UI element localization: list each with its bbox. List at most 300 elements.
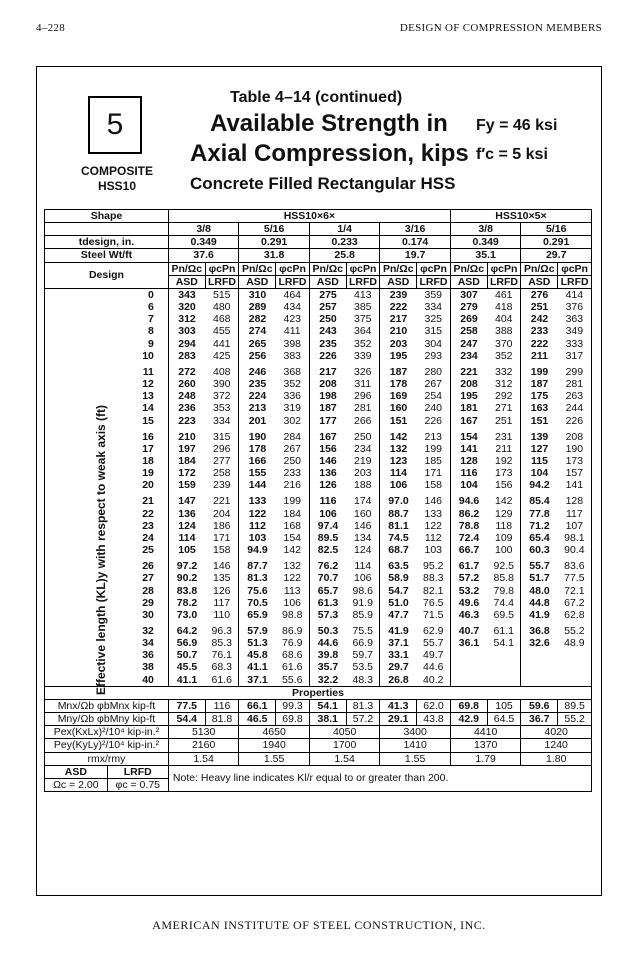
weight-label: Steel Wt/ft [45,249,169,262]
value-cell: 61.6 [211,673,232,686]
weight-cell: 19.7 [380,249,451,262]
value-cell: 76.5 [423,596,444,609]
property-cell: 1410 [380,739,451,752]
value-cell: 158 [213,544,231,557]
axis-cell [45,313,108,325]
value-cell: 104 [450,479,487,491]
value-cell: 151 [521,415,558,427]
composite-hss-label: HSS10 [97,179,137,193]
property-cell: 81.3 [346,699,380,712]
value-cell: 129 [495,507,513,520]
fc-value: f′c = 5 ksi [476,146,548,163]
property-label: Mnx/Ωb φbMnx kip-ft [45,699,169,712]
value-cell: 112 [239,520,276,532]
value-cell: 142 [380,427,417,443]
weight-cell: 37.6 [168,249,239,262]
method-cell: LRFD [487,275,521,288]
property-cell: 4410 [450,726,521,739]
value-cell: 29.7 [380,661,417,673]
value-cell: 219 [354,454,372,467]
col-head: Pn/Ωc [380,262,417,275]
value-cell: 233 [521,325,558,337]
property-cell: 3400 [380,726,451,739]
value-cell: 57.9 [239,621,276,637]
axis-cell [45,350,108,362]
value-cell: 107 [558,520,592,532]
value-cell: 468 [213,313,231,326]
value-cell: 187 [521,378,558,390]
table-row [45,390,592,402]
table-row [45,415,592,427]
value-cell: 296 [213,442,231,455]
property-cell: 1.55 [380,752,451,765]
thickness-cell: 3/8 [450,223,521,236]
length-cell: 13 [142,390,154,403]
value-cell [558,649,592,661]
value-cell: 274 [239,325,276,337]
value-cell: 188 [354,479,372,492]
value-cell: 168 [283,519,302,532]
value-cell: 177 [309,415,346,427]
value-cell: 464 [283,288,302,301]
blank-cell [45,223,169,236]
value-cell: 133 [424,507,443,520]
value-cell: 190 [558,443,592,455]
value-cell: 82.1 [423,584,444,597]
section-title: DESIGN OF COMPRESSION MEMBERS [399,22,602,34]
length-cell: 30 [142,608,154,621]
value-cell: 88.3 [423,572,444,585]
value-cell: 160 [354,507,372,520]
value-cell: 160 [380,402,417,414]
value-cell: 333 [558,338,592,350]
weight-cell: 25.8 [309,249,380,262]
col-head: Pn/Ωc [309,262,346,275]
property-cell: 54.1 [309,699,346,712]
table-row [45,288,592,301]
thickness-cell: 3/16 [380,223,451,236]
length-cell: 29 [142,596,154,609]
value-cell: 85.3 [211,637,232,650]
value-cell: 141 [450,443,487,455]
method-cell: LRFD [558,275,592,288]
table-row [45,556,592,572]
value-cell: 167 [309,427,346,443]
composite-label: COMPOSITE [80,164,153,178]
property-cell: 41.3 [380,699,417,712]
value-cell: 184 [283,507,302,520]
value-cell: 293 [424,349,443,362]
table-title-line1: Table 4–14 (continued) [230,89,403,106]
design-label: Design [45,262,169,288]
value-cell: 325 [424,313,443,326]
value-cell: 216 [283,479,302,492]
value-cell: 224 [239,390,276,402]
col-head: φcPn [346,262,380,275]
tdesign-cell: 0.291 [239,236,310,249]
property-label: rmx/rmy [45,752,169,765]
length-cell: 23 [142,519,154,532]
value-cell: 37.1 [380,637,417,649]
value-cell: 151 [380,415,417,427]
property-cell: 69.8 [450,699,487,712]
value-cell: 269 [450,313,487,325]
method-cell: ASD [239,275,276,288]
value-cell: 239 [380,288,417,301]
value-cell: 124 [354,544,372,557]
value-cell: 275 [309,288,346,301]
length-cell: 8 [148,325,154,338]
value-cell: 48.0 [521,585,558,597]
value-cell: 53.5 [352,661,373,674]
value-cell: 146 [213,560,231,573]
value-cell: 71.5 [423,608,444,621]
value-cell: 267 [424,378,443,391]
table-row [45,674,592,687]
value-cell: 147 [168,491,205,507]
axis-cell [45,362,108,378]
axis-cell [45,288,108,301]
value-cell: 199 [424,442,443,455]
value-cell [487,649,521,661]
value-cell: 77.5 [558,572,592,584]
property-cell: 69.8 [276,713,310,726]
value-cell: 184 [168,455,205,467]
value-cell: 154 [450,427,487,443]
value-cell: 41.9 [521,609,558,621]
value-cell: 172 [168,467,205,479]
value-cell: 116 [309,491,346,507]
tdesign-cell: 0.174 [380,236,451,249]
value-cell: 408 [213,365,231,378]
value-cell: 103 [424,544,443,557]
value-cell: 267 [283,442,302,455]
value-cell: 334 [424,301,443,314]
value-cell: 53.2 [450,585,487,597]
value-cell: 441 [213,337,231,350]
table-title-line4: Concrete Filled Rectangular HSS [190,174,456,193]
table-row [45,637,592,649]
value-cell: 336 [283,390,302,403]
value-cell: 158 [424,479,443,492]
value-cell: 36.8 [521,621,558,637]
value-cell: 211 [495,442,513,455]
value-cell: 281 [558,378,592,390]
value-cell: 55.6 [282,673,303,686]
axis-cell [45,301,108,313]
value-cell: 312 [168,313,205,325]
property-cell: 1240 [521,739,592,752]
value-cell: 86.2 [450,508,487,520]
value-cell: 50.7 [168,649,205,661]
length-cell: 15 [142,414,154,427]
value-cell: 302 [283,414,302,427]
value-cell: 122 [424,519,443,532]
value-cell: 388 [495,325,513,338]
value-cell: 62.8 [558,609,592,621]
value-cell: 85.8 [493,572,514,585]
value-cell: 68.6 [282,649,303,662]
value-cell: 203 [354,467,372,480]
value-cell: 233 [283,467,302,480]
group-header: HSS10×5× [450,210,591,223]
value-cell: 78.2 [168,597,205,609]
value-cell: 174 [354,495,372,508]
col-head: Pn/Ωc [521,262,558,275]
length-cell: 0 [148,288,154,301]
value-cell: 375 [354,313,372,326]
value-cell [521,649,558,661]
value-cell: 221 [450,362,487,378]
value-cell: 260 [168,378,205,390]
value-cell [487,661,521,673]
table-row [45,479,592,491]
value-cell: 515 [213,288,231,301]
property-cell: 2160 [168,739,239,752]
value-cell: 201 [239,415,276,427]
property-cell: 105 [487,699,521,712]
value-cell: 82.5 [309,544,346,556]
value-cell: 104 [521,467,558,479]
length-cell: 28 [142,584,154,597]
length-cell: 19 [142,467,154,480]
method-cell: ASD [380,275,417,288]
value-cell: 208 [450,378,487,390]
value-cell: 63.5 [380,556,417,572]
value-cell: 334 [213,414,231,427]
property-cell: 4050 [309,726,380,739]
value-cell: 352 [495,349,513,362]
property-cell: 99.3 [276,699,310,712]
value-cell: 352 [283,378,302,391]
col-head: Pn/Ωc [239,262,276,275]
value-cell: 59.7 [352,649,373,662]
value-cell: 258 [450,325,487,337]
property-cell: 1.54 [309,752,380,765]
method-cell: ASD [521,275,558,288]
value-cell: 41.1 [168,674,205,687]
value-cell: 210 [380,325,417,337]
value-cell: 250 [354,430,372,443]
value-cell: 68.7 [380,544,417,556]
table-row [45,520,592,532]
value-cell: 132 [283,560,302,573]
value-cell: 41.1 [239,661,276,673]
value-cell: 423 [283,313,302,326]
table-row [45,532,592,544]
value-cell: 226 [424,414,443,427]
value-cell [521,674,558,687]
value-cell: 62.9 [423,625,444,637]
value-cell: 144 [239,479,276,491]
value-cell: 187 [309,402,346,414]
value-cell: 192 [495,454,513,467]
property-cell: 29.1 [380,713,417,726]
value-cell: 190 [239,427,276,443]
value-cell: 74.4 [493,596,514,609]
value-cell: 343 [168,288,205,301]
value-cell: 156 [495,479,513,492]
value-cell: 235 [239,378,276,390]
thickness-cell: 3/8 [168,223,239,236]
method-cell: LRFD [276,275,310,288]
value-cell: 55.7 [423,637,444,650]
value-cell: 36.1 [450,637,487,649]
property-cell: 77.5 [168,699,205,712]
value-cell: 128 [558,491,592,507]
length-cell: 18 [142,454,154,467]
value-cell: 240 [424,402,443,415]
value-cell: 69.5 [493,608,514,621]
value-cell [450,661,487,673]
col-head: φcPn [276,262,310,275]
value-cell: 425 [213,349,231,362]
value-cell: 68.3 [211,661,232,674]
length-cell: 7 [148,313,154,326]
value-cell: 114 [354,560,372,573]
value-cell: 272 [168,362,205,378]
value-cell: 122 [239,508,276,520]
table-row [45,572,592,584]
value-cell: 88.7 [380,508,417,520]
value-cell: 370 [495,337,513,350]
value-cell: 96.3 [211,625,232,637]
value-cell: 109 [495,531,513,544]
length-cell: 34 [142,637,154,650]
value-cell: 163 [521,402,558,414]
value-cell: 404 [495,313,513,326]
value-cell: 74.5 [380,532,417,544]
method-cell: LRFD [346,275,380,288]
value-cell: 204 [213,507,231,520]
table-row [45,609,592,621]
property-cell: 38.1 [309,713,346,726]
value-cell: 178 [239,443,276,455]
value-cell: 146 [424,495,443,508]
value-cell: 73.0 [168,609,205,621]
value-cell: 61.7 [450,556,487,572]
value-cell: 282 [239,313,276,325]
value-cell: 208 [309,378,346,390]
weight-cell: 29.7 [521,249,592,262]
property-cell: 1370 [450,739,521,752]
value-cell: 159 [168,479,205,491]
value-cell: 106 [309,508,346,520]
value-cell: 91.9 [352,596,373,609]
axis-cell [45,338,108,350]
weight-cell: 31.8 [239,249,310,262]
value-cell: 97.4 [309,520,346,532]
value-cell: 126 [213,584,231,597]
value-cell: 185 [424,454,443,467]
value-cell: 353 [213,402,231,415]
value-cell: 142 [495,495,513,508]
value-cell: 32.6 [521,637,558,649]
property-cell: 1940 [239,739,310,752]
value-cell: 124 [168,520,205,532]
footer: AMERICAN INSTITUTE OF STEEL CONSTRUCTION, INC. [152,918,486,932]
table-row [45,585,592,597]
value-cell: 250 [309,313,346,325]
value-cell: 257 [309,301,346,313]
table-row [45,325,592,337]
value-cell: 40.2 [423,673,444,686]
value-cell: 118 [495,519,513,532]
value-cell: 299 [558,362,592,378]
value-cell: 254 [424,390,443,403]
value-cell: 100 [495,544,513,557]
phi-cell: φc = 0.75 [107,778,168,791]
table-row [45,649,592,661]
value-cell: 61.6 [282,661,303,674]
value-cell: 434 [283,301,302,314]
value-cell: 256 [239,350,276,362]
value-cell: 251 [521,301,558,313]
value-cell: 70.7 [309,572,346,584]
col-head: φcPn [205,262,239,275]
value-cell: 78.8 [450,520,487,532]
value-cell: 280 [424,365,443,378]
method-cell: ASD [450,275,487,288]
value-cell: 246 [239,362,276,378]
value-cell: 61.1 [493,625,514,637]
value-cell: 167 [450,415,487,427]
value-cell: 45.8 [239,649,276,661]
value-cell: 289 [239,301,276,313]
method-cell: LRFD [205,275,239,288]
length-cell: 11 [142,365,154,378]
value-cell: 89.5 [309,532,346,544]
value-cell: 332 [495,365,513,378]
value-cell: 117 [213,596,231,609]
value-cell: 414 [558,288,592,301]
value-cell: 276 [521,288,558,301]
value-cell: 54.1 [493,637,514,650]
value-cell: 48.9 [558,637,592,649]
property-cell: 54.4 [168,713,205,726]
value-cell: 70.5 [239,597,276,609]
value-cell: 79.8 [493,584,514,597]
value-cell: 311 [354,378,372,391]
value-cell: 65.4 [521,532,558,544]
value-cell: 277 [213,454,231,467]
value-cell: 235 [309,338,346,350]
value-cell: 217 [309,362,346,378]
col-head: Pn/Ωc [450,262,487,275]
value-cell: 363 [558,313,592,325]
value-cell [450,649,487,661]
omega-cell: Ωc = 2.00 [45,778,108,791]
length-cell: 24 [142,531,154,544]
value-cell: 76.9 [282,637,303,650]
value-cell: 95.2 [423,560,444,573]
value-cell [558,661,592,673]
length-cell: 12 [142,378,154,391]
value-cell: 292 [495,390,513,403]
value-cell: 213 [239,402,276,414]
strength-table [44,209,592,792]
value-cell: 126 [309,479,346,491]
property-cell: 4650 [239,726,310,739]
length-cell: 40 [142,673,154,686]
thickness-cell: 5/16 [239,223,310,236]
value-cell: 157 [558,467,592,479]
lrfd-label: LRFD [107,765,168,778]
value-cell: 105 [168,544,205,556]
property-cell: 46.5 [239,713,276,726]
value-cell: 281 [354,402,372,415]
value-cell: 461 [495,288,513,301]
